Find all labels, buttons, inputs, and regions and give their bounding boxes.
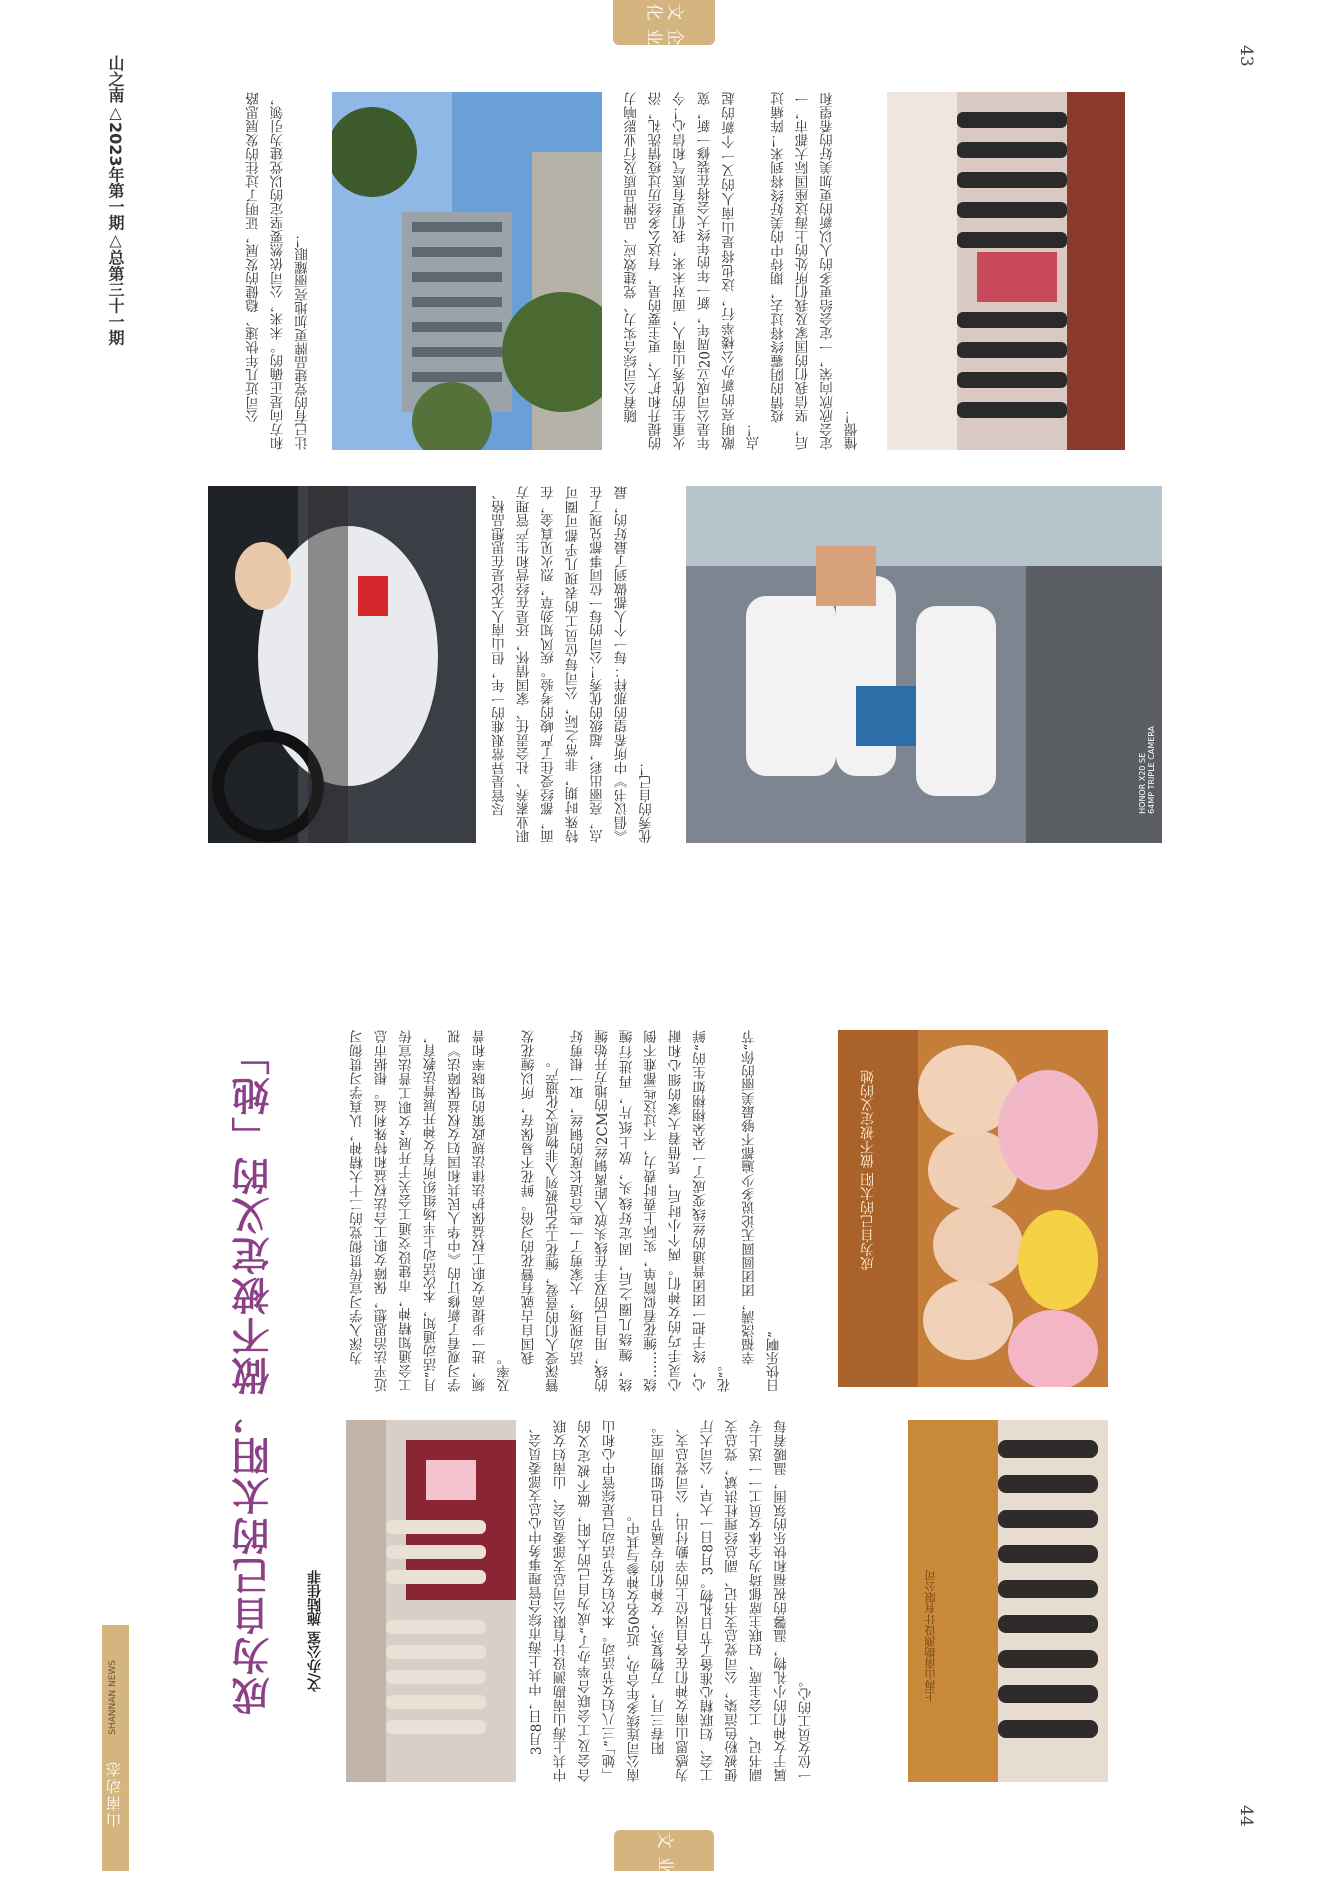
photo-women-selfie <box>838 1030 1108 1387</box>
page-number-top: 43 <box>1236 45 1256 67</box>
spine-label: 山南动态 <box>105 1760 123 1828</box>
spine-sub-label: SHANNAN NEWS <box>108 1660 118 1735</box>
photo-driver-protective-suit <box>208 486 476 843</box>
photo-team-supplies <box>686 486 1162 843</box>
article-text-left: 3月8日，中共上海市综合管理事务中心总支部委员会、中共上海山南勘测设计有限公司总支部委员会、山南妇女联合会及工会联合举办了“成为自己的太阳，做不被定义的「她」”三八妇女节活动。本次妇女节活动已是综管中心和山南公司连续多年合办，近50名女神参与其中。 阳春三月，万物复苏，女神们的专属节日也如期而至。为感恩山南女神们在各自岗位上的辛勤付出，公司党总支、工会、妇联精心准备了节日礼物。3月8日一大早，公司大厅便被粉色渲染，公司党总支书记、副总经理杜洪斌，党总支副书记、工会主席、妇联主席郁琦为全体女员工一一送上专属于女神们的小礼物，温馨的祝福和快乐的氛围，温暖着每一位女员工的心。 <box>529 1420 815 1782</box>
text-block-party-building: 公司近几年快速、稳健的发展，证明了过往的发展思路和方向是正确的。未来，公司依然要坚定的以党建为引领，让已有的党建品牌更加地亮丽耀眼！ <box>246 92 311 450</box>
photo-group-event-hall <box>346 1420 516 1782</box>
section-tab-top: 企业文化 <box>613 0 715 45</box>
page-number-bottom: 44 <box>1236 1805 1256 1827</box>
article-text-right: 为深入学习宣传贯彻党的二十大精神，认真学习贯彻习近平法治思想，保障女职工合法权益和特殊利益。根据市总工会通知精神，市建设交通工会关于开展“女职工普法宣传月”活动通知，本次活动上半场组织所有女神开展普法教育，学习观看了新修订的《中华人民共和国妇女权益保障法》视频，进一步提高女职工权益保护法律法规政策的知晓率和普及率。 我国自古就有簪花的习俗。鲜花不易保存，所以缠花发簪深受人们的喜爱，缠花工艺也被列入非物质文化遗产。 活动现场，大家剪了一些合适长度的铜丝，取一根剪好的线，用自己的双手在线头放入距离铜丝2CM的地方开始缠绕，缠绕几圈之后，固定好线头，放上纸片，再进行缠绕……缠花看似简单，实际上费时费力，不过这些都难不倒心灵手巧的女神们。两个小时后，凭借着大家的细心和耐心，终于把一团团普通的丝线变成了一朵朵栩栩如生的“鲜花”。 幸福浇满，团团圆圆无论说多少遍都不够最美丽的你“节日快乐啊” <box>350 1030 783 1392</box>
section-tab-bottom: 企业文化 <box>614 1830 714 1871</box>
photo-annual-meeting-group <box>887 92 1125 450</box>
camera-watermark: HONOR X20 SE 64MP TRIPLE CAMERA <box>1138 726 1156 814</box>
running-header: 山之南△2023年第一期△总第三十一期 <box>106 55 125 346</box>
photo-wall-text: 成为自己的太阳 做不被定义的她 <box>860 1070 876 1271</box>
text-block-difficult-year: 尽管是异常艰难的一年，但山南人无论是在思想品格、职业素养、社会责任、家国情怀，还是在经营和生产管理方面，都经受住了严峻的考验。疾风知劲草，烈火见真金，在特殊时期，非常之际，公司每位员工的表现几乎都可圈可点，亮丽出彩，超级的优秀！公司的每一位同事都兑现了在《倡议书》中所希望的那样：每一个人都做到了最好的，最优秀的自己！ <box>492 486 655 843</box>
text-block-anniversary: 随着公司综合实力、党建效应、品牌品质及行业影响力的提升和扩大，更主要的是，有这么多经历过疫情洗礼，浴火重生的优秀山南人，面对未来，我们更有底气和信心！今年是公司成立20周年，新一年的年终大会将在装修一新，宽敞明亮的新办公楼举行，这也将是山南人的又一个新的起点！ 疫情的阴霾终将过去，期待中的美好终将到来！阵痛过后，坚信我们的国家及我们所处的上海这座国际大都市，一定会欣欣向荣，一定会给更多的人以新的更加美好的希望和憧憬！ <box>624 92 861 450</box>
article-byline: 文/办公室 施陆佳菲 <box>307 1570 323 1692</box>
photo-group-company-sign <box>908 1420 1108 1782</box>
photo-office-building <box>332 92 602 450</box>
company-signage-text: 上海山南勘测设计有限公司 <box>924 1570 937 1702</box>
article-title: 成为自己的太阳，做不被定义的「她」 <box>232 1035 276 1715</box>
